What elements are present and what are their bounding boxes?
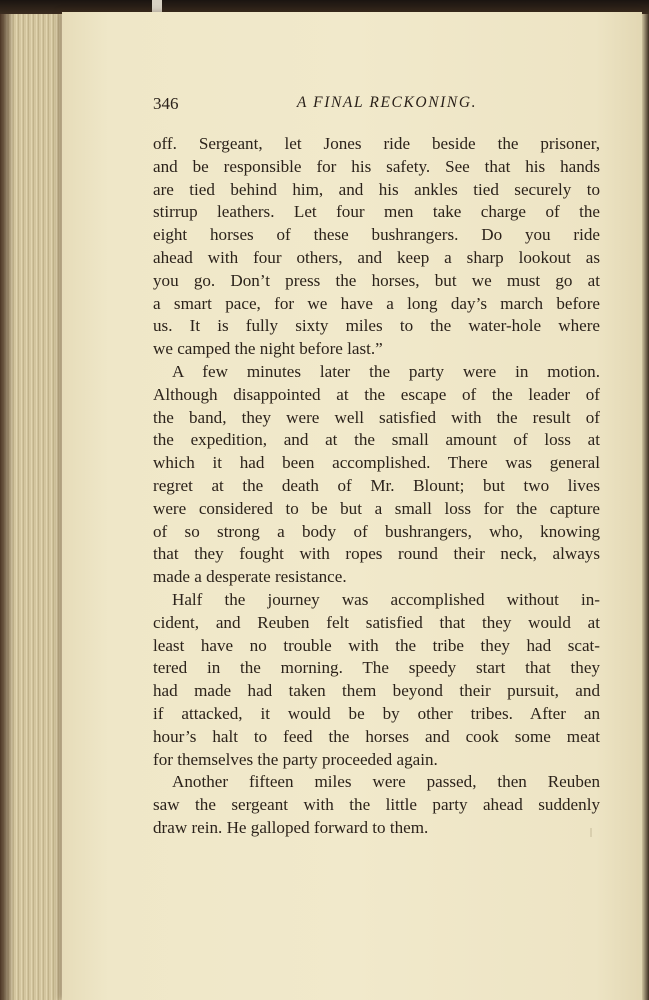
text-line: which it had been accomplished. There was general bbox=[153, 453, 600, 473]
text-line: had made had taken them beyond their pursuit, and bbox=[153, 681, 600, 701]
text-line: eight horses of these bushrangers. Do you ride bbox=[153, 225, 600, 245]
text-line: tered in the morning. The speedy start that they bbox=[153, 658, 600, 678]
text-line: Half the journey was accomplished without in- bbox=[172, 589, 600, 609]
text-line: A few minutes later the party were in motion. bbox=[172, 361, 600, 381]
text-line: draw rein. He galloped forward to them. bbox=[153, 817, 429, 837]
text-line: off. Sergeant, let Jones ride beside the prisoner, bbox=[153, 134, 600, 153]
page-body-text bbox=[153, 133, 600, 840]
text-line: you go. Don’t press the horses, but we must go at bbox=[153, 270, 600, 290]
text-line: saw the sergeant with the little party ahead suddenly bbox=[153, 795, 600, 815]
text-line: the band, they were well satisfied with the result of bbox=[153, 407, 600, 427]
text-line: made a desperate resistance. bbox=[153, 567, 347, 587]
page-right-edge bbox=[642, 14, 649, 1000]
text-line: for themselves the party proceeded again. bbox=[153, 749, 438, 769]
running-head: A FINAL RECKONING. bbox=[296, 94, 478, 111]
text-line: ahead with four others, and keep a sharp lookout as bbox=[153, 247, 600, 267]
text-line: Another fifteen miles were passed, then Reuben bbox=[172, 772, 600, 792]
text-line: hour’s halt to feed the horses and cook some meat bbox=[153, 726, 600, 746]
binding-shadow bbox=[0, 14, 14, 1000]
text-line: cident, and Reuben felt satisfied that they would at bbox=[153, 612, 600, 632]
text-line: stirrup leathers. Let four men take charge of the bbox=[153, 202, 600, 222]
text-line: that they fought with ropes round their neck, always bbox=[153, 544, 600, 564]
page-number: 346 bbox=[153, 94, 179, 113]
text-line: a smart pace, for we have a long day’s march before bbox=[153, 293, 600, 313]
text-line: the expedition, and at the small amount of loss at bbox=[153, 430, 600, 450]
text-line: we camped the night before last.” bbox=[153, 339, 383, 359]
paper-blemish bbox=[590, 828, 592, 837]
text-line: and be responsible for his safety. See that his hands bbox=[153, 156, 600, 176]
text-line: are tied behind him, and his ankles tied securely to bbox=[153, 179, 600, 199]
text-line: regret at the death of Mr. Blount; but two lives bbox=[153, 475, 600, 495]
text-line: least have no trouble with the tribe they had scat- bbox=[153, 635, 600, 655]
text-line: Although disappointed at the escape of the leader of bbox=[153, 384, 600, 404]
text-line: were considered to be but a small loss for the capture bbox=[153, 498, 600, 518]
text-line: of so strong a body of bushrangers, who, knowing bbox=[153, 521, 600, 541]
page-header bbox=[153, 94, 601, 118]
text-line: us. It is fully sixty miles to the water-hole where bbox=[153, 316, 600, 336]
text-line: if attacked, it would be by other tribes. After an bbox=[153, 703, 600, 723]
